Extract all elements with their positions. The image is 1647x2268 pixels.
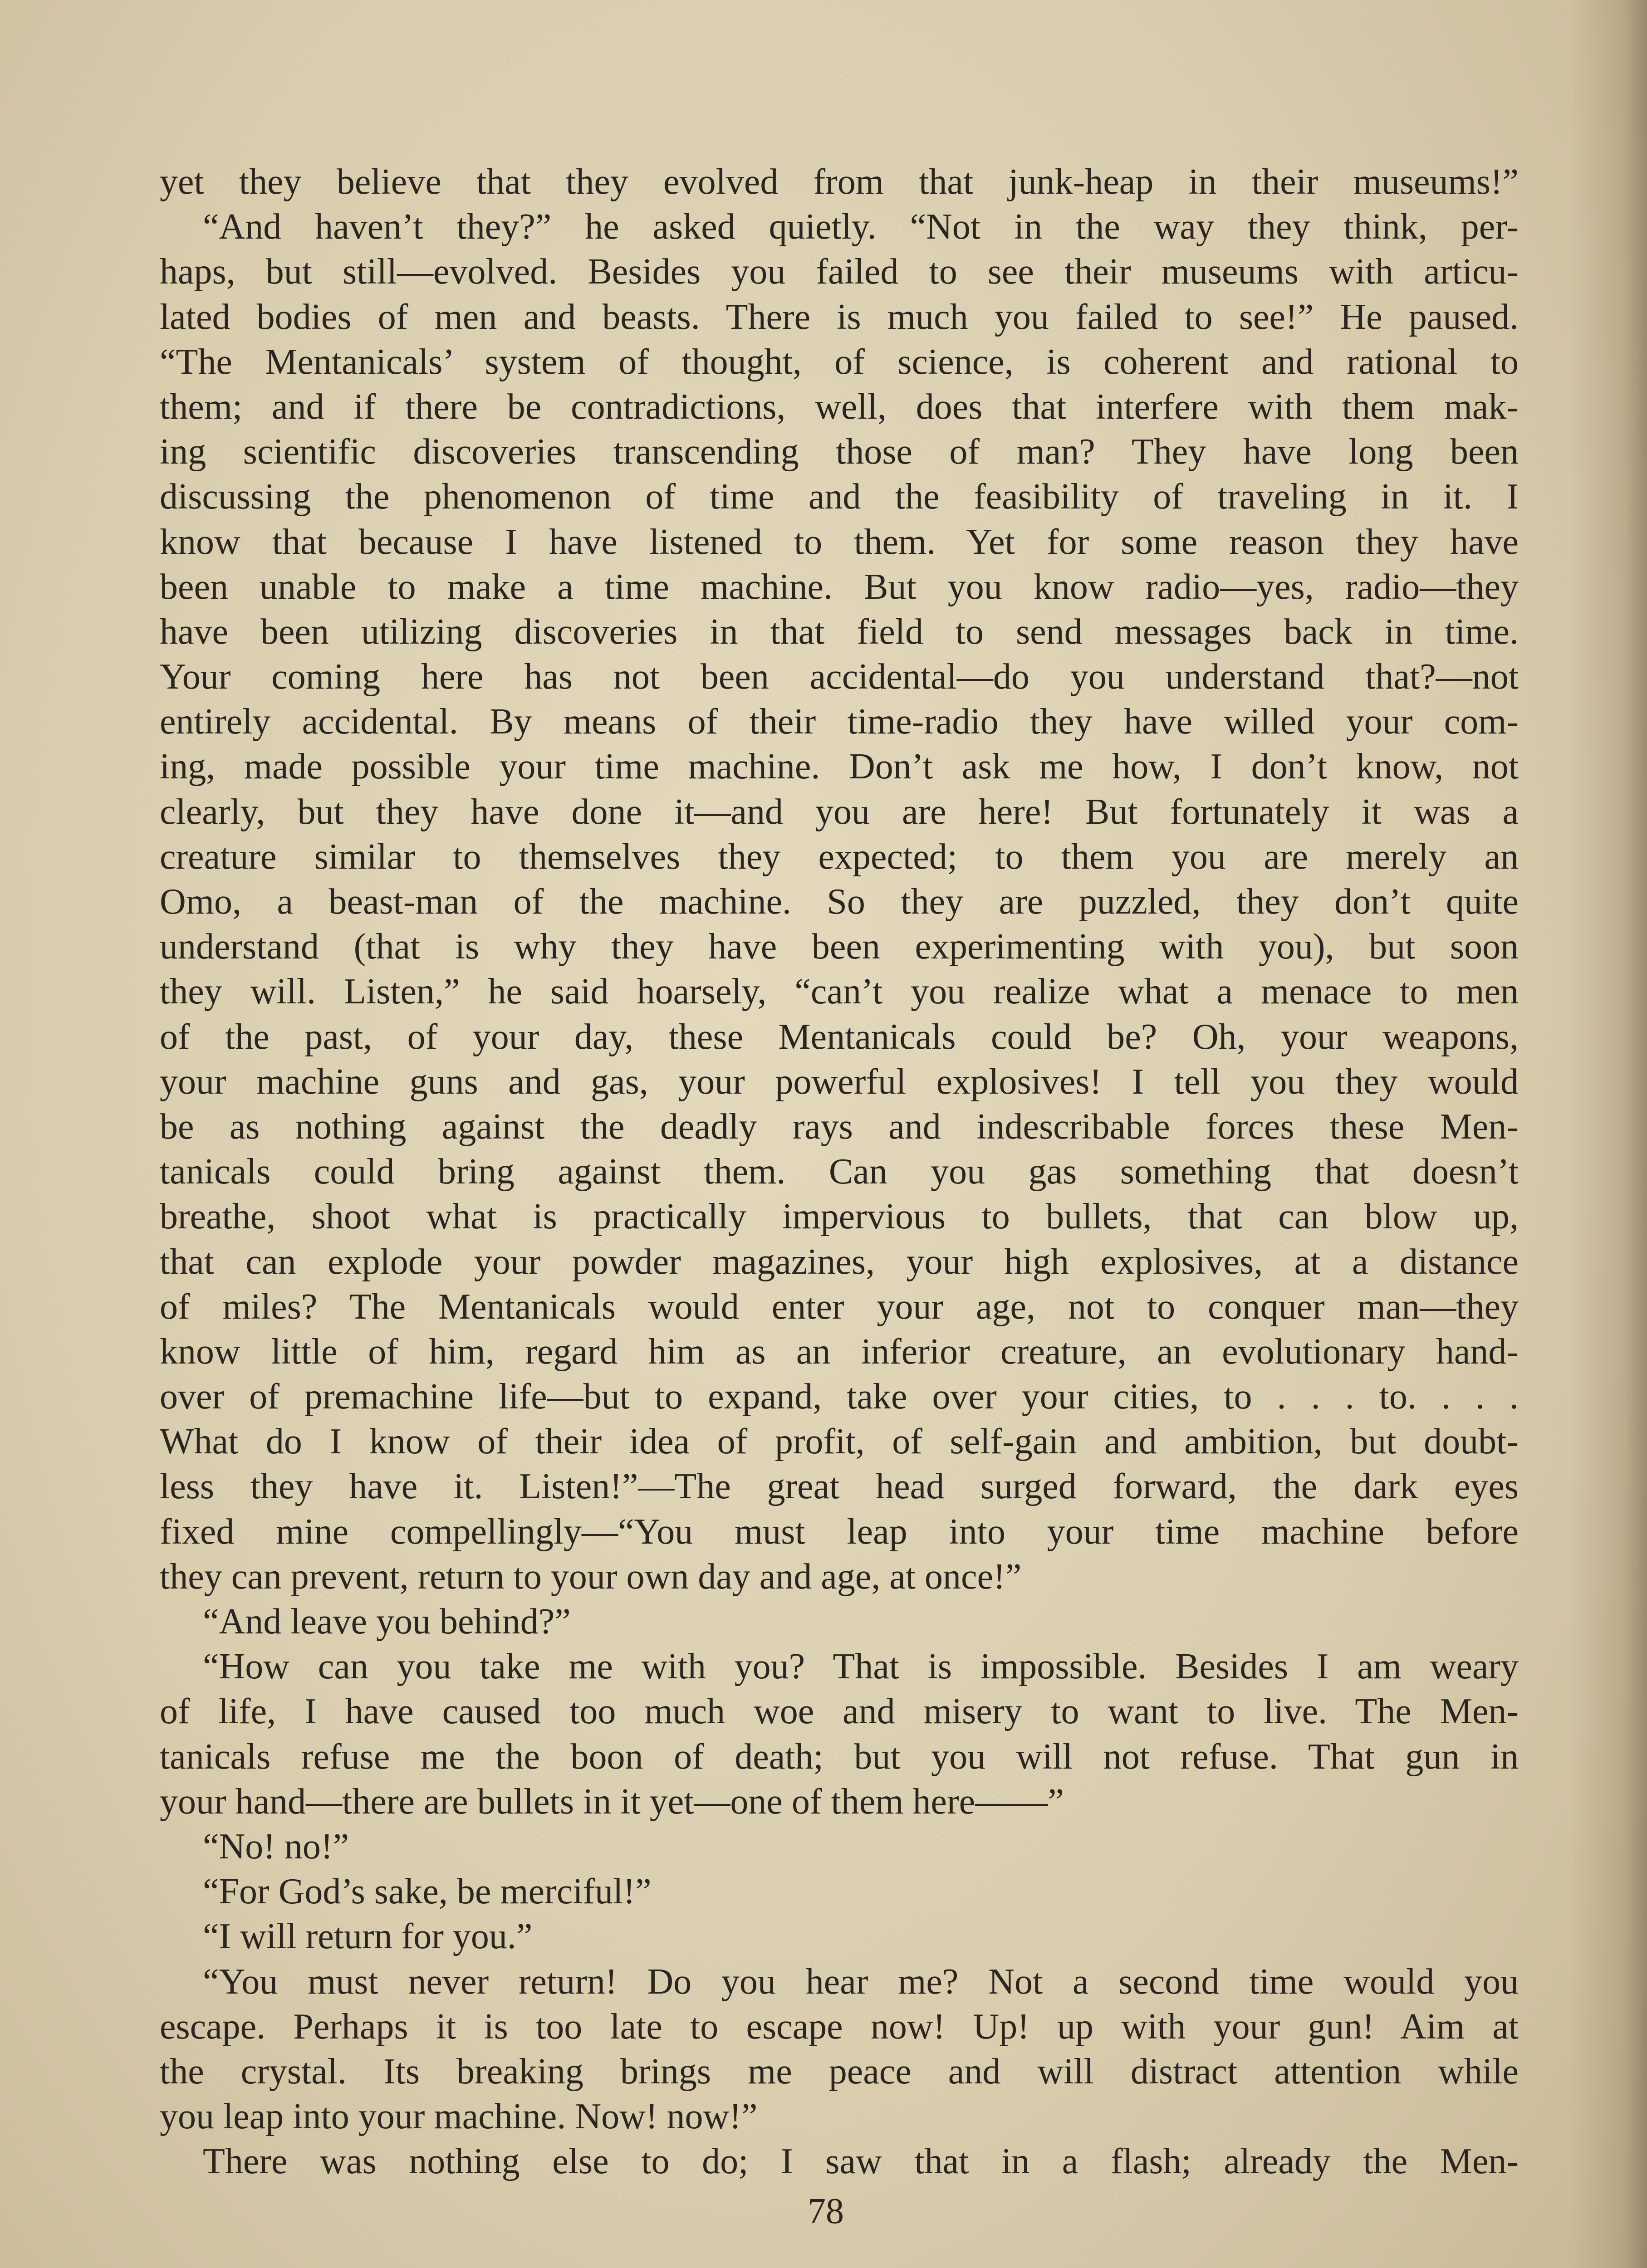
text-line: “For God’s sake, be merciful!” (203, 1872, 652, 1912)
text-line: “How can you take me with you? That is impossible. Besides I am weary (203, 1647, 1519, 1687)
text-line: What do I know of their idea of profit, of self-gain and ambition, but doubt- (160, 1422, 1519, 1462)
text-line: “You must never return! Do you hear me? Not a second time would you (203, 1961, 1519, 2002)
text-line: of miles? The Mentanicals would enter your age, not to conquer man—they (160, 1286, 1519, 1327)
text-line: your hand—there are bullets in it yet—one of them here——” (160, 1781, 1064, 1822)
text-line: you leap into your machine. Now! now!” (160, 2097, 758, 2137)
text-line: know little of him, regard him as an inferior creature, an evolutionary hand- (160, 1331, 1519, 1372)
text-line: that can explode your powder magazines, your high explosives, at a distance (160, 1242, 1519, 1282)
text-line: fixed mine compellingly—“You must leap into your time machine before (160, 1511, 1519, 1552)
page-edge-shadow (1570, 0, 1647, 2268)
text-line: discussing the phenomenon of time and the feasibility of traveling in it. I (160, 477, 1519, 517)
text-line: tanicals refuse me the boon of death; but you will not refuse. That gun in (160, 1736, 1519, 1777)
text-line: “No! no!” (203, 1826, 349, 1867)
text-line: have been utilizing discoveries in that field to send messages back in time. (160, 611, 1519, 652)
text-line: your machine guns and gas, your powerful explosives! I tell you they would (160, 1061, 1519, 1102)
text-line: haps, but still—evolved. Besides you failed to see their museums with articu- (160, 252, 1519, 292)
text-line: less they have it. Listen!”—The great head surged forward, the dark eyes (160, 1466, 1519, 1507)
text-line: “The Mentanicals’ system of thought, of science, is coherent and rational to (160, 342, 1519, 382)
text-line: ing, made possible your time machine. Don’t ask me how, I don’t know, not (160, 747, 1519, 787)
text-line: “And leave you behind?” (203, 1602, 571, 1642)
text-line: be as nothing against the deadly rays and indescribable forces these Men- (160, 1106, 1519, 1147)
text-line: clearly, but they have done it—and you are here! But fortunately it was a (160, 792, 1519, 832)
text-line: them; and if there be contradictions, well, does that interfere with them mak- (160, 386, 1519, 427)
text-line: “I will return for you.” (203, 1916, 533, 1957)
page-number: 78 (808, 2191, 844, 2231)
text-line: escape. Perhaps it is too late to escape now! Up! up with your gun! Aim at (160, 2006, 1519, 2047)
text-line: of life, I have caused too much woe and misery to want to live. The Men- (160, 1691, 1519, 1732)
text-line: breathe, shoot what is practically impervious to bullets, that can blow up, (160, 1197, 1519, 1237)
text-line: ing scientific discoveries transcending those of man? They have long been (160, 432, 1519, 472)
text-line: of the past, of your day, these Mentanicals could be? Oh, your weapons, (160, 1017, 1519, 1057)
text-line: the crystal. Its breaking brings me peace and will distract attention while (160, 2051, 1519, 2092)
text-line: entirely accidental. By means of their time-radio they have willed your com- (160, 702, 1519, 742)
text-line: know that because I have listened to them. Yet for some reason they have (160, 522, 1519, 562)
text-line: they will. Listen,” he said hoarsely, “can’t you realize what a menace to men (160, 972, 1519, 1012)
text-line: been unable to make a time machine. But you know radio—yes, radio—they (160, 567, 1519, 607)
text-line: Omo, a beast-man of the machine. So they are puzzled, they don’t quite (160, 882, 1519, 922)
text-line: Your coming here has not been accidental—do you understand that?—not (160, 657, 1519, 697)
body-text (160, 160, 1519, 2184)
text-line: lated bodies of men and beasts. There is much you failed to see!” He paused. (160, 297, 1519, 337)
text-line: they can prevent, return to your own day and age, at once!” (160, 1556, 1022, 1597)
text-line: understand (that is why they have been experimenting with you), but soon (160, 927, 1519, 967)
text-line: tanicals could bring against them. Can you gas something that doesn’t (160, 1152, 1519, 1192)
text-line: There was nothing else to do; I saw that in a flash; already the Men- (203, 2141, 1519, 2182)
text-line: over of premachine life—but to expand, take over your cities, to . . . to. . . . (160, 1377, 1519, 1417)
text-line: creature similar to themselves they expected; to them you are merely an (160, 836, 1519, 877)
text-line: yet they believe that they evolved from that junk-heap in their museums!” (160, 162, 1519, 202)
text-line: “And haven’t they?” he asked quietly. “Not in the way they think, per- (203, 207, 1519, 247)
